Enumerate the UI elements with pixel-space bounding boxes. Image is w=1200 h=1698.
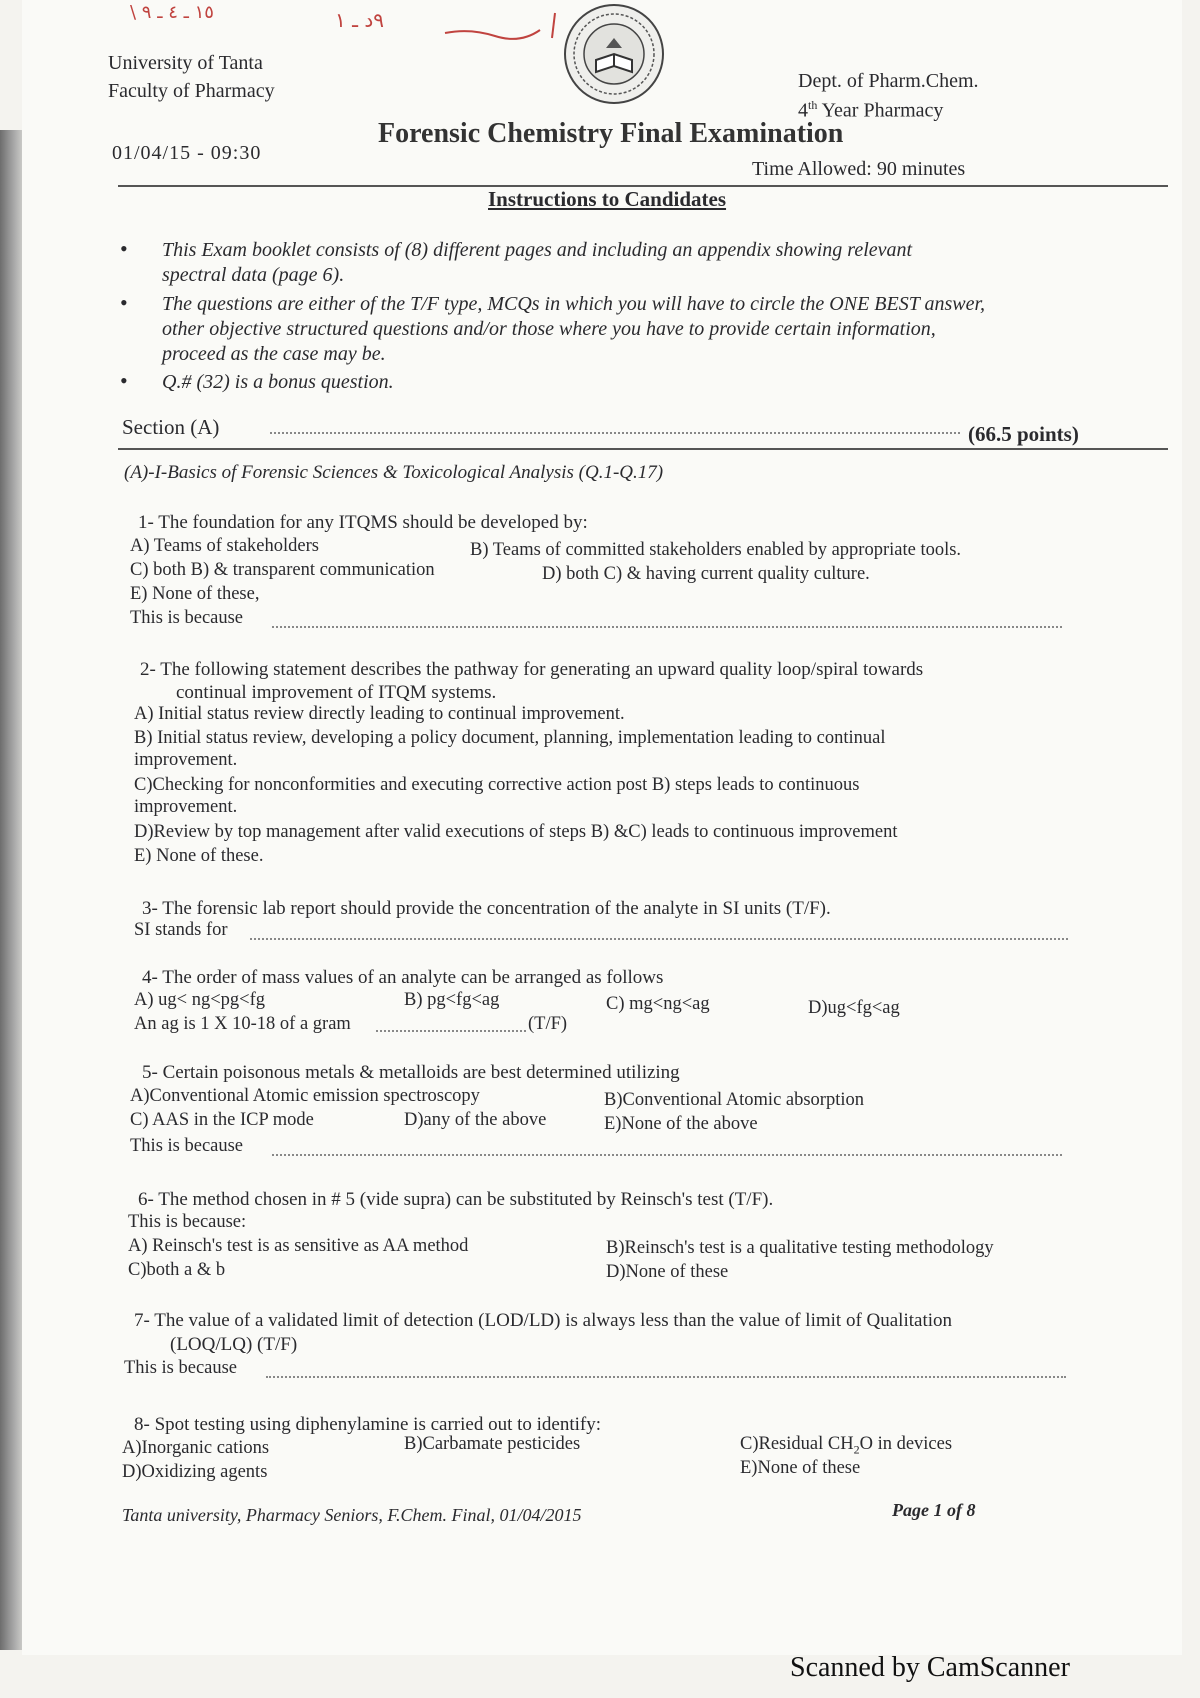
q1-option-a[interactable]: A) Teams of stakeholders: [130, 536, 319, 556]
q5-option-b[interactable]: B)Conventional Atomic absorption: [604, 1090, 865, 1110]
section-subtitle: (A)-I-Basics of Forensic Sciences & Toxicological Analysis (Q.1-Q.17): [124, 462, 664, 483]
q4-stem: 4- The order of mass values of an analyte can be arranged as follows: [142, 967, 664, 988]
q1-option-b[interactable]: B) Teams of committed stakeholders enabled by appropriate tools.: [470, 540, 962, 560]
q1-option-c[interactable]: C) both B) & transparent communication: [130, 560, 435, 580]
q6-stem: 6- The method chosen in # 5 (vide supra) can be substituted by Reinsch's test (T/F).: [138, 1189, 774, 1210]
q6-because-label: This is because:: [128, 1212, 247, 1232]
handwritten-note: \ ١٥ ـ ٤ ـ ٩: [130, 2, 214, 23]
camscanner-watermark: Scanned by CamScanner: [790, 1652, 1070, 1683]
q2-option-b[interactable]: B) Initial status review, developing a policy document, planning, implementation leading to continual: [134, 728, 886, 748]
q5-option-a[interactable]: A)Conventional Atomic emission spectroscopy: [130, 1086, 480, 1106]
q1-because-label: This is because: [130, 608, 244, 628]
q1-answer-line[interactable]: [272, 626, 1062, 628]
section-divider: [118, 448, 1168, 450]
bullet-icon: •: [120, 236, 128, 261]
q6-option-a[interactable]: A) Reinsch's test is as sensitive as AA method: [128, 1236, 469, 1256]
q5-answer-line[interactable]: [272, 1154, 1062, 1156]
q4-option-d[interactable]: D)ug<fg<ag: [808, 998, 900, 1018]
section-label: Section (A): [122, 415, 220, 439]
q8-option-a[interactable]: A)Inorganic cations: [122, 1438, 270, 1458]
q7-answer-line[interactable]: [266, 1376, 1066, 1378]
q5-option-c[interactable]: C) AAS in the ICP mode: [130, 1110, 314, 1130]
q8-option-c[interactable]: C)Residual $CH_2O$ in devices: [740, 1434, 953, 1457]
q4-tf-label: (T/F): [528, 1014, 568, 1034]
q4-option-b[interactable]: B) pg<fg<ag: [404, 990, 500, 1010]
instructions-title: Instructions to Candidates: [488, 187, 727, 211]
dotted-leader: [270, 432, 960, 434]
department-name: Dept. of Pharm.Chem.: [798, 70, 979, 92]
handwritten-scribble: [440, 8, 570, 48]
q2-option-c[interactable]: C)Checking for nonconformities and executing corrective action post B) steps leads to continuous: [134, 775, 860, 795]
q7-because-label: This is because: [124, 1358, 238, 1378]
q3-si-label: SI stands for: [134, 920, 228, 940]
time-allowed: Time Allowed: 90 minutes: [752, 158, 966, 180]
q8-option-e[interactable]: E)None of these: [740, 1458, 861, 1478]
section-points: (66.5 points): [968, 422, 1079, 446]
q2-option-d[interactable]: D)Review by top management after valid executions of steps B) &C) leads to continuous improvement: [134, 822, 898, 842]
q1-stem: 1- The foundation for any ITQMS should be developed by:: [138, 512, 588, 533]
q2-option-c-cont: improvement.: [134, 797, 238, 817]
q3-answer-line[interactable]: [250, 938, 1068, 940]
q2-stem-cont: continual improvement of ITQM systems.: [176, 682, 497, 703]
bullet-icon: •: [120, 290, 128, 315]
q2-option-e[interactable]: E) None of these.: [134, 846, 264, 866]
exam-datetime: 01/04/15 - 09:30: [112, 142, 262, 164]
q4-option-c[interactable]: C) mg<ng<ag: [606, 994, 710, 1014]
q4-option-a[interactable]: A) ug< ng<pg<fg: [134, 990, 265, 1010]
page-footer: Tanta university, Pharmacy Seniors, F.Chem. Final, 01/04/2015: [122, 1505, 582, 1525]
q2-option-b-cont: improvement.: [134, 750, 238, 770]
q5-stem: 5- Certain poisonous metals & metalloids are best determined utilizing: [142, 1062, 680, 1083]
instruction-item: Q.# (32) is a bonus question.: [162, 371, 394, 393]
q8-option-d[interactable]: D)Oxidizing agents: [122, 1462, 268, 1482]
university-seal-icon: [562, 2, 666, 106]
q6-option-d[interactable]: D)None of these: [606, 1262, 729, 1282]
q5-option-d[interactable]: D)any of the above: [404, 1110, 547, 1130]
university-name: University of Tanta: [108, 52, 263, 74]
q6-option-b[interactable]: B)Reinsch's test is a qualitative testing methodology: [606, 1238, 994, 1258]
handwritten-note-2: ٩د ـ ١: [335, 8, 384, 32]
q4-answer-line[interactable]: [376, 1030, 526, 1032]
q6-option-c[interactable]: C)both a & b: [128, 1260, 226, 1280]
page-number: Page 1 of 8: [892, 1500, 976, 1520]
q1-option-e[interactable]: E) None of these,: [130, 584, 260, 604]
q2-option-a[interactable]: A) Initial status review directly leading to continual improvement.: [134, 704, 625, 724]
year-label: 4th Year Pharmacy: [798, 98, 944, 122]
q5-option-e[interactable]: E)None of the above: [604, 1114, 758, 1134]
instruction-item: The questions are either of the T/F type, MCQs in which you will have to circle the ONE BEST answer, other objective structured questions and/or those where you have to provide certain information, proceed as the case may be.: [162, 293, 986, 365]
exam-title: Forensic Chemistry Final Examination: [378, 118, 844, 149]
q7-stem: 7- The value of a validated limit of detection (LOD/LD) is always less than the value of limit of Qualitation: [134, 1310, 953, 1331]
q5-because-label: This is because: [130, 1136, 244, 1156]
q8-option-b[interactable]: B)Carbamate pesticides: [404, 1434, 581, 1454]
q3-stem: 3- The forensic lab report should provide the concentration of the analyte in SI units (T/F).: [142, 898, 831, 919]
q4-ag-statement: An ag is 1 X 10-18 of a gram: [134, 1014, 351, 1034]
q1-option-d[interactable]: D) both C) & having current quality culture.: [542, 564, 870, 584]
faculty-name: Faculty of Pharmacy: [108, 80, 275, 102]
bullet-icon: •: [120, 368, 128, 393]
q7-stem-cont: (LOQ/LQ) (T/F): [170, 1334, 298, 1355]
q8-stem: 8- Spot testing using diphenylamine is carried out to identify:: [134, 1414, 602, 1435]
instruction-item: This Exam booklet consists of (8) different pages and including an appendix showing relevant spectral data (page 6).: [162, 239, 913, 286]
q2-stem: 2- The following statement describes the pathway for generating an upward quality loop/spiral towards: [140, 659, 924, 680]
